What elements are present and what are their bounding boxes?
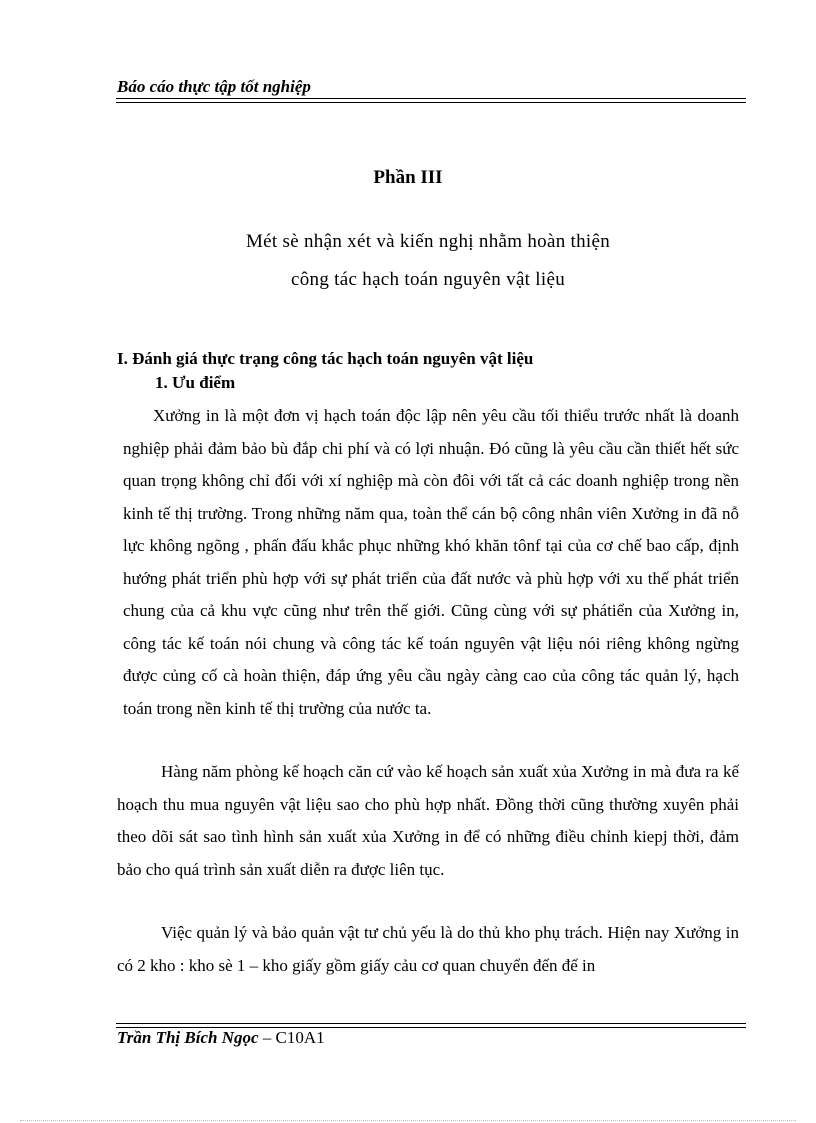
section-heading: I. Đánh giá thực trạng công tác hạch toán nguyên vật liệu	[117, 349, 534, 368]
paragraph-2: Hàng năm phòng kế hoạch căn cứ vào kế hoạch sản xuất xủa Xưởng in mà đưa ra kế hoạch thu mua nguyên vật liệu sao cho phù hợp nhất. Đồng thời cũng thường xuyên phải theo dõi sát sao tình hình sản xuất xủa Xưởng in để có những điều chỉnh kiepj thời, đảm bảo cho quá trình sản xuất diễn ra được liên tục.	[117, 762, 739, 879]
footer-author	[117, 1028, 325, 1048]
subsection-heading: 1. Ưu điểm	[155, 373, 236, 392]
header-rule-bottom	[116, 102, 746, 103]
header-rule-top	[116, 98, 746, 99]
part-subtitle-line1: Mét sè nhận xét và kiến nghị nhằm hoàn thiện	[245, 231, 611, 252]
page-header-title: Báo cáo thực tập tốt nghiệp	[117, 77, 311, 96]
paragraph-3: Việc quản lý và bảo quản vật tư chủ yếu là do thủ kho phụ trách. Hiện nay Xưởng in có 2 kho : kho sè 1 – kho giấy gồm giấy cảu cơ quan chuyển đến để in	[117, 923, 739, 975]
footer-class-code: – C10A1	[258, 1028, 325, 1047]
part-subtitle-line2: công tác hạch toán nguyên vật liệu	[291, 269, 565, 290]
part-title: Phần III	[373, 167, 443, 188]
footer-rule-top	[116, 1023, 746, 1024]
paragraph-1: Xưởng in là một đơn vị hạch toán độc lập nên yêu cầu tối thiểu trước nhất là doanh nghiệp phải đảm bảo bù đắp chi phí và có lợi nhuận. Đó cũng là yêu cầu cần thiết hết sức quan trọng không chỉ đối với xí nghiệp mà còn đôi với tất cả các doanh nghiệp trong nền kinh tế thị trường. Trong những năm qua, toàn thể cán bộ công nhân viên Xưởng in đã nỗ lực không ngõng , phấn đấu khắc phục những khó khăn tônf tại của cơ chế bao cấp, định hướng phát triển phù hợp với sự phát triển của đất nước và phù hợp với xu thế phát triển chung của cả khu vực cũng như trên thế giới. Cũng cùng với sự phátiển của Xưởng in, công tác kế toán nói chung và công tác kế toán nguyên vật liệu nói riêng không ngừng được củng cố cà hoàn thiện, đáp ứng yêu cầu ngày càng cao của công tác quản lý, hạch toán trong nền kinh tế thị trường của nước ta.	[123, 406, 739, 718]
page-bottom-dotted-border	[20, 1120, 796, 1121]
footer-author-name: Trần Thị Bích Ngọc	[117, 1028, 259, 1047]
